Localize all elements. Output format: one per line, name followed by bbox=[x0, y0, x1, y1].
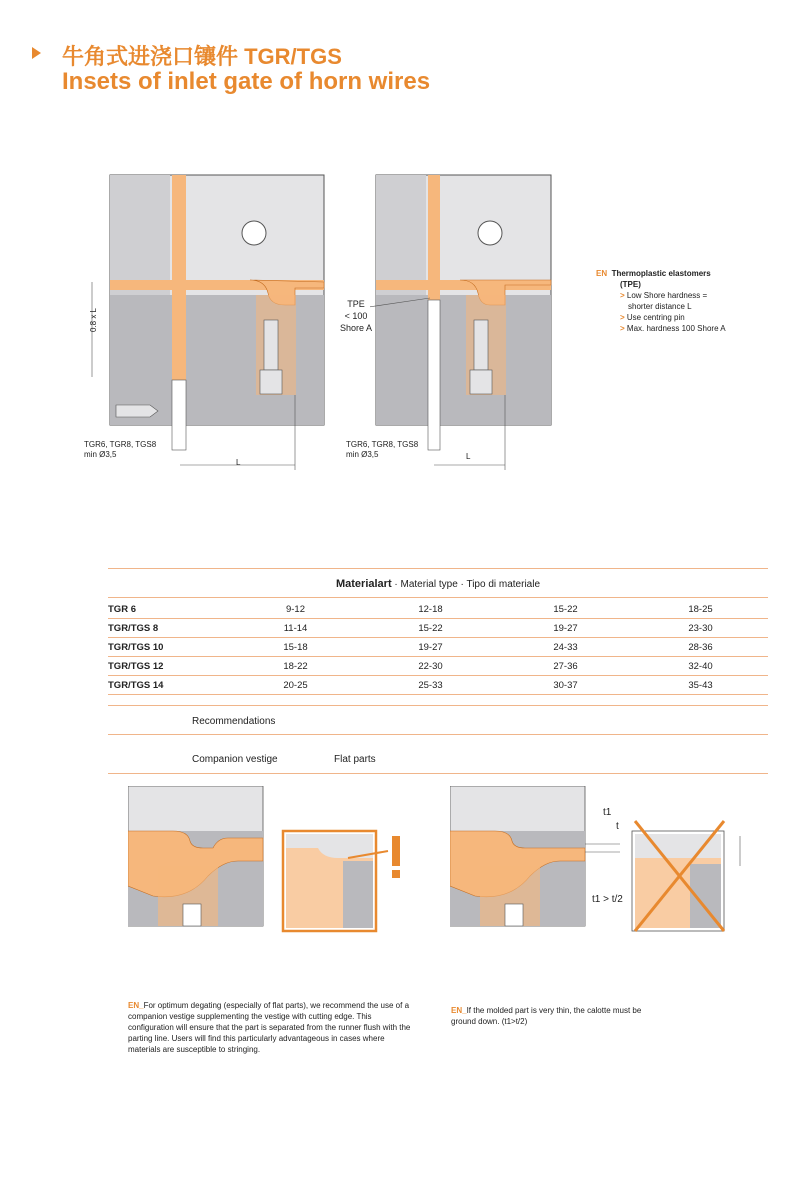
diagram-flat-parts bbox=[450, 786, 780, 936]
companion-label: Companion vestige bbox=[192, 754, 278, 765]
label-t1: t1 bbox=[603, 807, 612, 818]
table-body bbox=[108, 600, 768, 695]
diagram-left bbox=[80, 170, 340, 480]
label-condition: t1 > t/2 bbox=[592, 894, 623, 905]
diagram-companion-vestige bbox=[128, 786, 428, 936]
shore-label: Shore A bbox=[339, 323, 373, 333]
label-min-left: min Ø3,5 bbox=[84, 450, 117, 459]
table-row: TGR/TGS 8 11-14 15-22 19-27 23-30 bbox=[108, 619, 768, 638]
title-english: Insets of inlet gate of horn wires bbox=[62, 68, 431, 95]
flat-parts-label: Flat parts bbox=[334, 754, 376, 765]
tpe-item: Low Shore hardness = bbox=[626, 291, 708, 300]
note-companion-text: For optimum degating (especially of flat parts), we recommend the use of a companion vestige supplementing the vestige with cutting edge. This configuration will ensure that the part is separated from the runner flush with the parting line. Users will find this particularly advantageous in cases where materials are susceptible to stringing. bbox=[128, 1001, 411, 1054]
table-header bbox=[108, 578, 768, 590]
tpe-item: Use centring pin bbox=[626, 313, 685, 322]
en-tag: EN bbox=[596, 269, 608, 278]
label-t: t bbox=[616, 821, 619, 832]
note-thin-part bbox=[451, 1005, 661, 1027]
tpe-label: TPE bbox=[347, 299, 365, 309]
table-row: TGR 6 9-12 12-18 15-22 18-25 bbox=[108, 600, 768, 619]
table-row: TGR/TGS 12 18-22 22-30 27-36 32-40 bbox=[108, 657, 768, 676]
label-types-left: TGR6, TGR8, TGS8 bbox=[84, 440, 157, 449]
label-types-right: TGR6, TGR8, TGS8 bbox=[346, 440, 419, 449]
tpe-title2: (TPE) bbox=[620, 280, 641, 289]
tpe-item: shorter distance L bbox=[628, 302, 692, 311]
tpe-note: EN Thermoplastic elastomers (TPE) > Low Shore hardness = shorter distance L > Use centring pin > Max. hardness 100 Shore A bbox=[596, 269, 726, 333]
label-L-left: L bbox=[236, 458, 241, 467]
tpe-callout bbox=[336, 298, 376, 334]
tpe-title: Thermoplastic elastomers bbox=[611, 269, 711, 278]
title-chinese: 牛角式进浇口镶件 TGR/TGS bbox=[62, 44, 342, 69]
tpe-item: Max. hardness 100 Shore A bbox=[626, 324, 726, 333]
recommendations-title: Recommendations bbox=[192, 716, 276, 727]
label-min-right: min Ø3,5 bbox=[346, 450, 379, 459]
note-companion bbox=[128, 1000, 418, 1055]
table-header-rest: · Material type · Tipo di materiale bbox=[391, 579, 541, 590]
note-thin-part-text: If the molded part is very thin, the calotte must be ground down. (t1>t/2) bbox=[451, 1006, 642, 1026]
lt100-label: < 100 bbox=[344, 311, 368, 321]
table-row: TGR/TGS 10 15-18 19-27 24-33 28-36 bbox=[108, 638, 768, 657]
divider bbox=[108, 773, 768, 774]
label-08xl: 0.8 x L bbox=[89, 307, 99, 333]
en-tag: EN_ bbox=[451, 1006, 467, 1015]
table-row: TGR/TGS 14 20-25 25-33 30-37 35-43 bbox=[108, 676, 768, 695]
divider bbox=[108, 705, 768, 706]
label-L-right: L bbox=[466, 452, 471, 461]
divider bbox=[108, 734, 768, 735]
diagram-right bbox=[370, 170, 570, 480]
en-tag: EN_ bbox=[128, 1001, 144, 1010]
title-bullet bbox=[32, 47, 41, 59]
table-header-bold: Materialart bbox=[335, 578, 392, 590]
